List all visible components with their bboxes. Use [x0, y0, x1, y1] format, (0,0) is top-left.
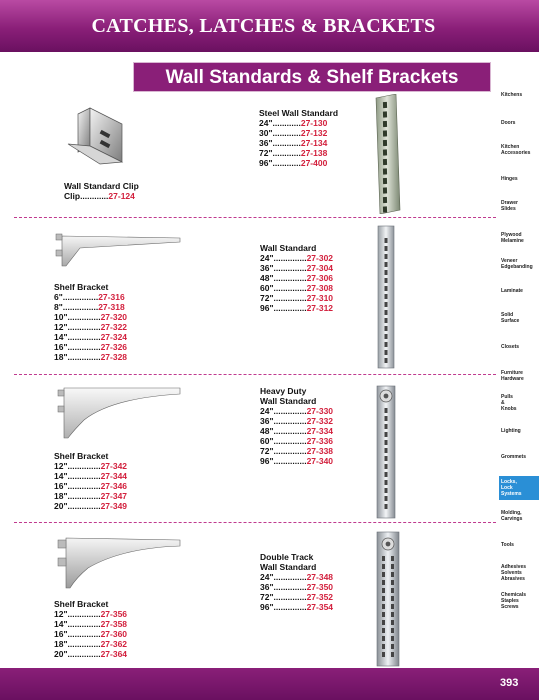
part-number: 27-328	[100, 352, 128, 362]
slot	[382, 604, 385, 609]
price-row	[260, 446, 333, 456]
row-size: 14"	[54, 332, 68, 342]
slot	[385, 262, 388, 267]
row-size: 48"	[260, 426, 274, 436]
price-row	[54, 322, 127, 332]
row-dots: ..............	[273, 426, 307, 436]
row-size: 96"	[260, 602, 274, 612]
part-number: 27-332	[306, 416, 334, 426]
part-number: 27-322	[100, 322, 128, 332]
sidebar-item[interactable]: Closets	[501, 344, 520, 350]
part-number: 27-356	[100, 609, 128, 619]
row-size: 36"	[259, 138, 273, 148]
shelf-bracket-block	[54, 451, 127, 511]
row-dots: ..............	[273, 263, 307, 273]
slot	[383, 187, 387, 193]
row-size: 60"	[260, 283, 274, 293]
section-banner: Wall Standards & Shelf Brackets	[133, 62, 491, 92]
slot	[391, 572, 394, 577]
slot	[382, 556, 385, 561]
part-number: 27-349	[100, 501, 128, 511]
row-size: 24"	[260, 572, 274, 582]
slot	[391, 556, 394, 561]
sidebar-item[interactable]: Drawer Slides	[501, 200, 518, 212]
page-title: CATCHES, LATCHES & BRACKETS	[91, 15, 436, 37]
sidebar-item[interactable]: Grommets	[501, 454, 527, 460]
page-number: 393	[500, 677, 519, 689]
part-number: 27-312	[306, 303, 334, 313]
shelf-bracket-image	[52, 530, 184, 592]
sidebar-item[interactable]: Hinges	[501, 176, 518, 182]
part-number: 27-346	[100, 481, 128, 491]
shelf-bracket-block	[54, 599, 127, 659]
slot	[391, 604, 394, 609]
price-row	[54, 342, 127, 352]
row-size: 72"	[260, 446, 274, 456]
price-row	[260, 582, 333, 592]
price-row	[54, 292, 127, 302]
part-number: 27-320	[100, 312, 128, 322]
row-dots: ..............	[67, 352, 101, 362]
price-row	[54, 352, 127, 362]
slot	[385, 408, 388, 413]
shelf-bracket-image	[52, 228, 184, 272]
heavy-duty-wall-standard-block	[260, 386, 333, 466]
shelf-bracket-block	[54, 282, 127, 362]
price-row	[54, 629, 127, 639]
part-number: 27-352	[306, 592, 334, 602]
sidebar-item[interactable]: Doors	[501, 120, 516, 126]
slot	[385, 496, 388, 501]
slot	[385, 310, 388, 315]
price-row	[54, 649, 127, 659]
part-number: 27-304	[306, 263, 334, 273]
slot	[383, 149, 387, 155]
row-dots: ..............	[67, 481, 101, 491]
slot	[391, 612, 394, 617]
row-size: 6"	[54, 292, 63, 302]
slot	[383, 159, 387, 165]
price-row	[260, 406, 333, 416]
part-number: 27-348	[306, 572, 334, 582]
slot	[383, 111, 387, 117]
row-size: 24"	[259, 118, 273, 128]
price-row	[54, 639, 127, 649]
row-dots: ..............	[273, 416, 307, 426]
part-number: 27-326	[100, 342, 128, 352]
slot	[382, 644, 385, 649]
price-row	[259, 118, 338, 128]
part-number: 27-316	[98, 292, 125, 302]
price-row	[260, 456, 333, 466]
slot	[391, 596, 394, 601]
part-number: 27-340	[306, 456, 334, 466]
part-number: 27-342	[100, 461, 128, 471]
row-dots: ..............	[67, 322, 101, 332]
slot	[385, 504, 388, 509]
slot	[385, 464, 388, 469]
price-row	[260, 416, 333, 426]
shelf-bracket-title: Shelf Bracket	[54, 599, 109, 609]
slot	[385, 432, 388, 437]
row-size: 24"	[260, 406, 274, 416]
price-row	[54, 471, 127, 481]
slot	[391, 620, 394, 625]
double-track-title: Double Track	[260, 552, 314, 562]
part-number: 27-358	[100, 619, 128, 629]
sidebar-item[interactable]: Pulls & Knobs	[501, 394, 517, 412]
row-size: 16"	[54, 481, 68, 491]
slot	[385, 302, 388, 307]
steel-wall-standard-title: Steel Wall Standard	[259, 108, 339, 118]
slot	[391, 644, 394, 649]
part-number: 27-130	[300, 118, 328, 128]
slot	[383, 168, 387, 174]
slot	[385, 350, 388, 355]
row-size: 36"	[260, 582, 274, 592]
price-row	[54, 481, 127, 491]
slot	[385, 334, 388, 339]
row-size: 8"	[54, 302, 63, 312]
part-number: 27-124	[108, 191, 135, 201]
row-dots: ..............	[273, 293, 307, 303]
slot	[383, 130, 387, 136]
price-row	[54, 461, 127, 471]
row-size: 12"	[54, 609, 68, 619]
price-row	[54, 332, 127, 342]
row-dots: ..............	[67, 332, 101, 342]
part-number: 27-362	[100, 639, 128, 649]
clip-row	[64, 191, 139, 201]
sidebar-item[interactable]: Chemicals Staples Screws	[501, 592, 527, 610]
row-size: 16"	[54, 342, 68, 352]
sidebar-item[interactable]: Laminate	[501, 288, 523, 294]
price-row	[260, 253, 333, 263]
row-dots: ..............	[67, 639, 101, 649]
price-row	[260, 436, 333, 446]
row-size: 14"	[54, 619, 68, 629]
price-row	[259, 158, 338, 168]
row-dots: ...............	[62, 302, 99, 312]
price-row	[54, 501, 127, 511]
shelf-bracket-image	[52, 380, 184, 442]
slot	[385, 456, 388, 461]
shelf-bracket-title: Shelf Bracket	[54, 282, 109, 292]
heavy-duty-subtitle: Wall Standard	[260, 396, 317, 406]
price-row	[260, 602, 333, 612]
page-footer	[0, 668, 539, 700]
row-dots: ..............	[273, 283, 307, 293]
row-dots: ..............	[67, 461, 101, 471]
price-row	[54, 619, 127, 629]
sidebar-item[interactable]: Lighting	[501, 428, 521, 434]
row-dots: ..............	[273, 436, 307, 446]
row-size: 96"	[260, 456, 274, 466]
clip-title: Wall Standard Clip	[64, 181, 139, 191]
slot	[382, 564, 385, 569]
shelf-bracket-title: Shelf Bracket	[54, 451, 109, 461]
row-size: 72"	[259, 148, 273, 158]
row-dots: ............	[80, 191, 109, 201]
row-dots: ..............	[273, 406, 307, 416]
double-track-wall-standard-block	[260, 552, 333, 612]
part-number: 27-400	[300, 158, 328, 168]
slot	[382, 580, 385, 585]
price-row	[260, 572, 333, 582]
sidebar-item[interactable]: Molding, Carvings	[501, 510, 523, 522]
part-number: 27-302	[306, 253, 334, 263]
row-size: 24"	[260, 253, 274, 263]
slot	[383, 197, 387, 203]
row-dots: ..............	[273, 446, 307, 456]
price-row	[54, 491, 127, 501]
row-dots: ..............	[273, 572, 307, 582]
slot	[385, 294, 388, 299]
row-dots: ..............	[67, 312, 101, 322]
part-number: 27-310	[306, 293, 334, 303]
slot	[385, 342, 388, 347]
row-dots: ............	[272, 158, 301, 168]
row-size: 16"	[54, 629, 68, 639]
row-size: 14"	[54, 471, 68, 481]
double-track-subtitle: Wall Standard	[260, 562, 317, 572]
row-dots: ..............	[67, 619, 101, 629]
wall-standard-title: Wall Standard	[260, 243, 317, 253]
slot	[383, 206, 387, 212]
row-size: 30"	[259, 128, 273, 138]
slot	[391, 652, 394, 657]
slot	[382, 628, 385, 633]
row-dots: ..............	[67, 649, 101, 659]
row-dots: ...............	[62, 292, 99, 302]
slot	[391, 636, 394, 641]
wall-standard-image	[366, 224, 406, 370]
slot	[385, 270, 388, 275]
slot	[383, 102, 387, 108]
price-row	[260, 592, 333, 602]
slot	[383, 140, 387, 146]
slot	[385, 448, 388, 453]
slot	[391, 588, 394, 593]
row-size: 12"	[54, 461, 68, 471]
part-number: 27-132	[300, 128, 328, 138]
row-size: 96"	[260, 303, 274, 313]
price-row	[259, 138, 338, 148]
part-number: 27-338	[306, 446, 334, 456]
row-size: Clip	[64, 191, 81, 201]
slot	[385, 440, 388, 445]
sidebar-item[interactable]: Locks, Lock Systems	[499, 476, 539, 500]
part-number: 27-350	[306, 582, 334, 592]
double-track-wall-standard-image	[368, 528, 408, 668]
row-dots: ..............	[273, 253, 307, 263]
row-dots: ..............	[67, 609, 101, 619]
price-row	[260, 273, 333, 283]
row-dots: ............	[272, 148, 301, 158]
heavy-duty-wall-standard-image	[366, 380, 406, 520]
row-dots: ..............	[273, 456, 307, 466]
price-row	[259, 128, 338, 138]
slot	[385, 254, 388, 259]
sidebar-item[interactable]: Solid Surface	[501, 312, 520, 324]
section-divider	[14, 217, 496, 218]
row-dots: ..............	[273, 582, 307, 592]
slot	[383, 178, 387, 184]
slot	[391, 628, 394, 633]
steel-wall-standard-image	[370, 94, 406, 214]
sidebar-item[interactable]: Furniture Hardware	[501, 370, 524, 382]
row-size: 36"	[260, 416, 274, 426]
row-dots: ..............	[67, 629, 101, 639]
row-dots: ............	[272, 138, 301, 148]
row-dots: ..............	[67, 342, 101, 352]
slot	[391, 580, 394, 585]
row-dots: ..............	[273, 592, 307, 602]
part-number: 27-354	[306, 602, 334, 612]
part-number: 27-306	[306, 273, 334, 283]
price-row	[260, 303, 333, 313]
sidebar-item[interactable]: Tools	[501, 542, 514, 548]
row-size: 72"	[260, 293, 274, 303]
price-row	[54, 312, 127, 322]
slot	[385, 416, 388, 421]
price-row	[260, 283, 333, 293]
sidebar-item[interactable]: Kitchen Accessories	[501, 144, 531, 156]
wall-standard-clip-image	[60, 104, 140, 176]
sidebar-item[interactable]: Adhesives Solvents Abrasives	[501, 564, 527, 582]
slot	[385, 424, 388, 429]
heavy-duty-title: Heavy Duty	[260, 386, 307, 396]
price-row	[259, 148, 338, 158]
part-number: 27-364	[100, 649, 128, 659]
row-size: 72"	[260, 592, 274, 602]
slot	[391, 564, 394, 569]
row-size: 36"	[260, 263, 274, 273]
row-size: 20"	[54, 649, 68, 659]
slot	[382, 636, 385, 641]
part-number: 27-324	[100, 332, 128, 342]
row-size: 60"	[260, 436, 274, 446]
slot	[385, 286, 388, 291]
steel-wall-standard-block	[259, 108, 338, 168]
part-number: 27-336	[306, 436, 334, 446]
row-dots: ..............	[67, 491, 101, 501]
slot	[382, 620, 385, 625]
part-number: 27-344	[100, 471, 128, 481]
part-number: 27-330	[306, 406, 334, 416]
sidebar-item[interactable]: Veneer Edgebanding	[501, 258, 533, 270]
slot	[385, 238, 388, 243]
row-size: 18"	[54, 491, 68, 501]
sidebar-item[interactable]: Kitchens	[501, 92, 523, 98]
slot	[383, 121, 387, 127]
price-row	[54, 609, 127, 619]
section-divider	[14, 522, 496, 523]
slot	[382, 572, 385, 577]
row-dots: ..............	[273, 602, 307, 612]
slot	[382, 588, 385, 593]
price-row	[54, 302, 127, 312]
slot	[385, 326, 388, 331]
price-row	[260, 293, 333, 303]
slot	[385, 246, 388, 251]
price-row	[260, 263, 333, 273]
row-size: 20"	[54, 501, 68, 511]
row-dots: ..............	[273, 303, 307, 313]
part-number: 27-360	[100, 629, 128, 639]
slot	[385, 480, 388, 485]
row-dots: ..............	[67, 471, 101, 481]
part-number: 27-334	[306, 426, 334, 436]
wall-standard-block	[260, 243, 333, 313]
slot	[385, 472, 388, 477]
row-dots: ............	[272, 118, 301, 128]
slot	[385, 358, 388, 363]
row-dots: ..............	[67, 501, 101, 511]
price-row	[260, 426, 333, 436]
clip-block	[64, 181, 139, 201]
row-size: 18"	[54, 352, 68, 362]
part-number: 27-318	[98, 302, 125, 312]
row-dots: ..............	[273, 273, 307, 283]
row-size: 10"	[54, 312, 68, 322]
slot	[385, 318, 388, 323]
row-dots: ............	[272, 128, 301, 138]
part-number: 27-134	[300, 138, 328, 148]
slot	[382, 612, 385, 617]
part-number: 27-138	[300, 148, 328, 158]
row-size: 12"	[54, 322, 68, 332]
part-number: 27-347	[100, 491, 128, 501]
part-number: 27-308	[306, 283, 334, 293]
slot	[382, 652, 385, 657]
slot	[382, 596, 385, 601]
slot	[385, 488, 388, 493]
page-header	[0, 0, 539, 52]
row-size: 18"	[54, 639, 68, 649]
slot	[385, 278, 388, 283]
sidebar-item[interactable]: Plywood Melamine	[501, 232, 524, 244]
section-divider	[14, 374, 496, 375]
row-size: 48"	[260, 273, 274, 283]
row-size: 96"	[259, 158, 273, 168]
